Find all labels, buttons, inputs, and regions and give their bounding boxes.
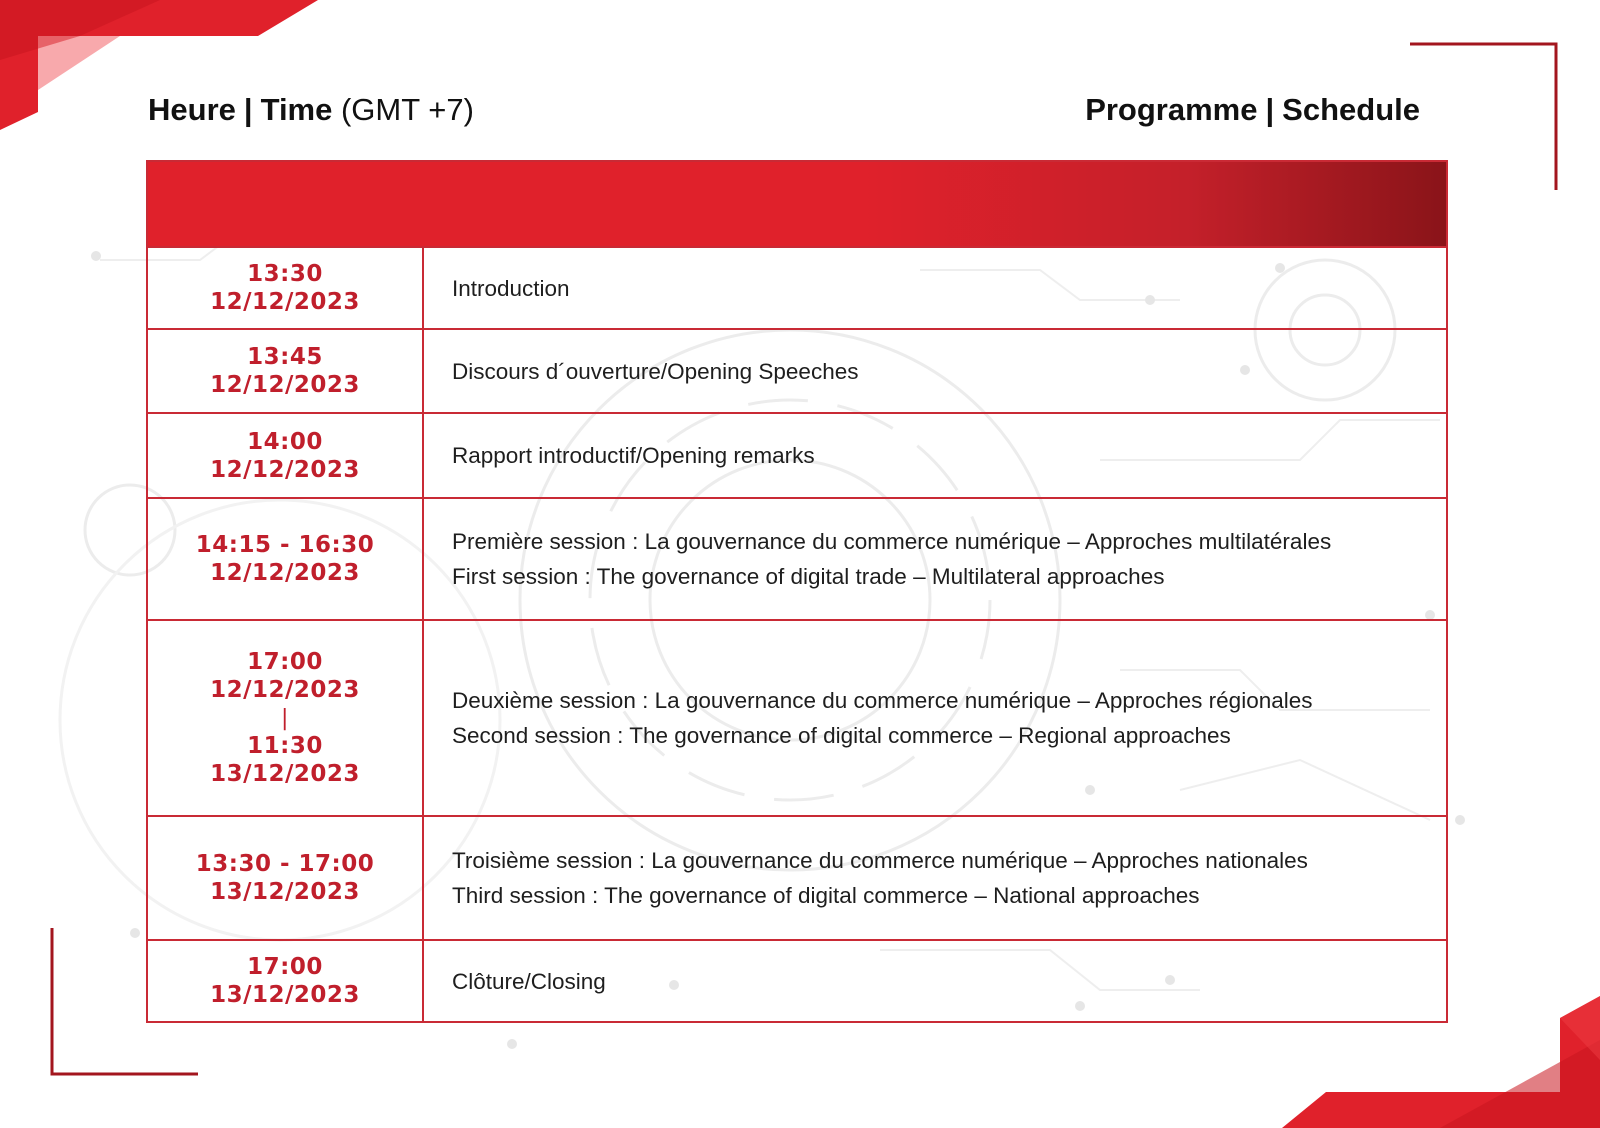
program-line: Introduction <box>452 275 570 301</box>
schedule-header <box>1085 92 1420 128</box>
date-value: 12/12/2023 <box>210 372 360 398</box>
date-value: 13/12/2023 <box>210 879 360 905</box>
program-line: Clôture/Closing <box>452 968 606 994</box>
time-end-value: 11:30 <box>247 733 323 759</box>
date-value: 12/12/2023 <box>210 560 360 586</box>
program-cell <box>424 817 1446 939</box>
time-value: 13:30 <box>247 261 323 287</box>
program-line-fr: Deuxième session : La gouvernance du commerce numérique – Approches régionales <box>452 688 1313 713</box>
header-separator: | <box>1265 92 1275 127</box>
program-cell <box>424 248 1446 328</box>
time-value: 13:30 - 17:00 <box>195 851 375 877</box>
table-row <box>148 619 1446 815</box>
program-cell <box>424 499 1446 619</box>
table-row <box>148 939 1446 1021</box>
time-cell <box>148 817 424 939</box>
time-value: 14:15 - 16:30 <box>195 532 375 558</box>
table-header-band <box>148 162 1446 246</box>
header-schedule: Schedule <box>1282 92 1420 127</box>
program-line: Rapport introductif/Opening remarks <box>452 443 815 468</box>
time-cell <box>148 330 424 412</box>
header-programme: Programme <box>1085 92 1258 127</box>
time-cell <box>148 248 424 328</box>
time-value: 17:00 <box>247 954 323 980</box>
time-cell <box>148 499 424 619</box>
date-value: 12/12/2023 <box>210 677 360 703</box>
table-row <box>148 497 1446 619</box>
date-end-value: 13/12/2023 <box>210 761 360 787</box>
program-cell <box>424 621 1446 815</box>
program-line-en: Second session : The governance of digital commerce – Regional approaches <box>452 723 1231 748</box>
program-line-en: First session : The governance of digital trade – Multilateral approaches <box>452 564 1165 589</box>
program-line-en: Third session : The governance of digital commerce – National approaches <box>452 883 1200 908</box>
program-cell <box>424 414 1446 497</box>
table-row <box>148 412 1446 497</box>
header-time: Time <box>260 92 333 127</box>
header-timezone: (GMT +7) <box>340 92 474 127</box>
date-value: 13/12/2023 <box>210 982 360 1008</box>
table-row <box>148 328 1446 412</box>
date-value: 12/12/2023 <box>210 456 360 483</box>
time-cell <box>148 941 424 1021</box>
program-line-fr: Troisième session : La gouvernance du commerce numérique – Approches nationales <box>452 848 1308 873</box>
time-cell <box>148 414 424 497</box>
time-value: 17:00 <box>247 649 323 675</box>
date-value: 12/12/2023 <box>210 289 360 315</box>
program-line-fr: Première session : La gouvernance du commerce numérique – Approches multilatérales <box>452 529 1332 554</box>
time-cell <box>148 621 424 815</box>
header-heure: Heure <box>148 92 236 127</box>
program-cell <box>424 330 1446 412</box>
time-range-divider: | <box>281 706 289 731</box>
program-cell <box>424 941 1446 1021</box>
table-row <box>148 815 1446 939</box>
time-value: 13:45 <box>247 344 323 370</box>
schedule-table <box>146 160 1448 1023</box>
table-row <box>148 246 1446 328</box>
program-line: Discours d´ouverture/Opening Speeches <box>452 358 859 384</box>
header-separator: | <box>243 92 253 127</box>
time-header <box>148 92 474 128</box>
time-value: 14:00 <box>247 428 323 455</box>
